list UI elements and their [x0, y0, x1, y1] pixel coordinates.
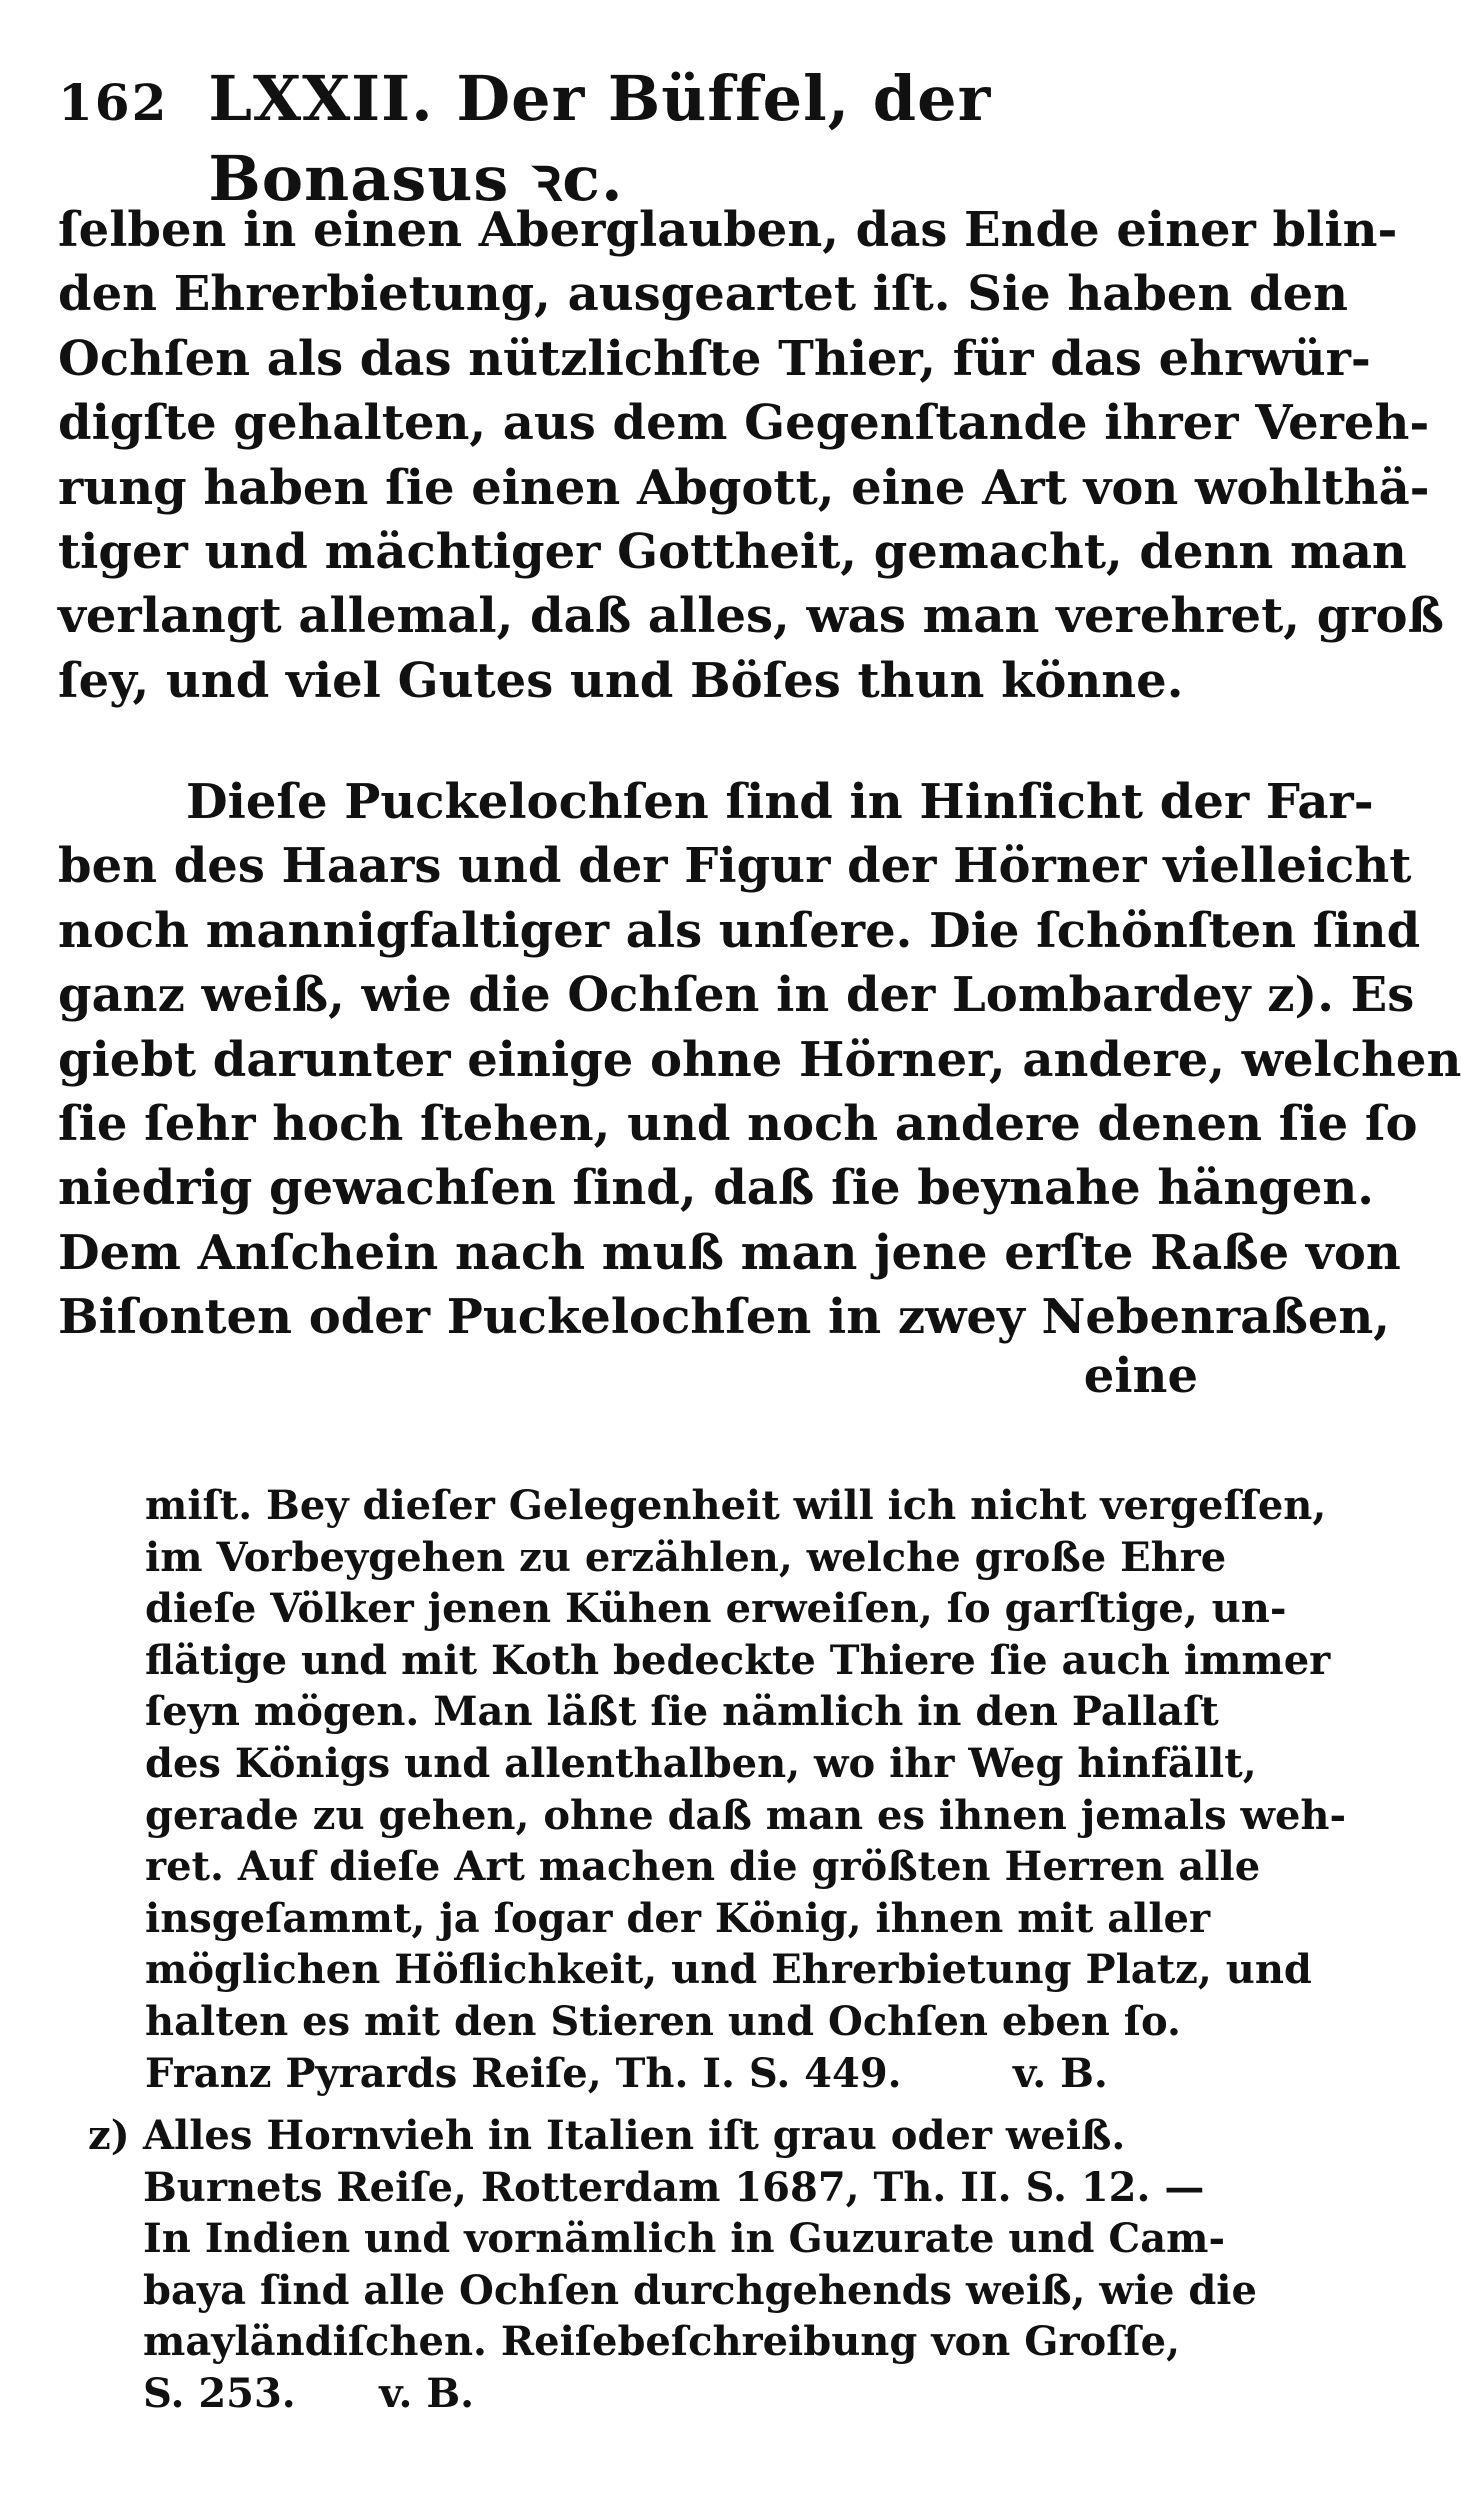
- footnote-line: im Vorbeygehen zu erzählen, welche große Ehre: [145, 1533, 1227, 1581]
- text-line: Dem Anſchein nach muß man jene erſte Raße von: [58, 1224, 1401, 1281]
- footnote-line-text: Alles Hornvieh in Italien iſt grau oder weiß.: [143, 2112, 1126, 2159]
- footnote-line: ret. Auf dieſe Art machen die größten Herren alle: [145, 1843, 1261, 1891]
- catchword-block: [58, 1344, 1198, 1408]
- text-line: den Ehrerbietung, ausgeartet iſt. Sie haben den: [58, 266, 1349, 323]
- footnote-line: mayländiſchen. Reiſebeſchreibung von Groſſe,: [143, 2318, 1180, 2366]
- footnote-line: des Königs und allenthalben, wo ihr Weg hinfällt,: [145, 1739, 1257, 1787]
- text-line: Dieſe Puckelochſen ſind in Hinſicht der Far-: [186, 774, 1374, 830]
- text-line: giebt darunter einige ohne Hörner, andere, welchen: [58, 1031, 1461, 1088]
- paragraph-1: [58, 198, 1445, 713]
- footnote-line: möglichen Höflichkeit, und Ehrerbietung Platz, und: [145, 1946, 1312, 1994]
- footnote-line: miſt. Bey dieſer Gelegenheit will ich nicht vergeſſen,: [145, 1482, 1327, 1529]
- footnote-source-line: S. 253. v. B.: [143, 2369, 475, 2417]
- footnote-line: Burnets Reiſe, Rotterdam 1687, Th. II. S. 12. —: [143, 2163, 1205, 2211]
- paragraph-2: [58, 770, 1461, 1350]
- footnote-line: baya ſind alle Ochſen durchgehends weiß, wie die: [143, 2266, 1257, 2314]
- footnote-source-line: Franz Pyrards Reiſe, Th. I. S. 449. v. B.: [145, 2049, 1108, 2097]
- text-line: niedrig gewachſen ſind, daß ſie beynahe hängen.: [58, 1160, 1374, 1217]
- text-line: rung haben ſie einen Abgott, eine Art von wohlthä-: [58, 459, 1430, 516]
- text-line: tiger und mächtiger Gottheit, gemacht, denn man: [58, 524, 1407, 581]
- footnote-line: insgeſammt, ja ſogar der König, ihnen mit aller: [145, 1894, 1211, 1942]
- footnote-marker: z): [88, 2112, 130, 2159]
- text-line: ſie ſehr hoch ſtehen, und noch andere denen ſie ſo: [58, 1096, 1418, 1153]
- footnote-continuation: [145, 1480, 1347, 2099]
- footnote-line: In Indien und vornämlich in Guzurate und Cam-: [143, 2215, 1226, 2263]
- text-line: digſte gehalten, aus dem Gegenſtande ihrer Vereh-: [58, 395, 1430, 452]
- text-line: Ochſen als das nützlichſte Thier, für das ehrwür-: [58, 330, 1371, 387]
- footnote-line: gerade zu gehen, ohne daß man es ihnen jemals weh-: [145, 1791, 1347, 1839]
- page-number: 162: [58, 73, 169, 132]
- footnote-line: ſeyn mögen. Man läßt ſie nämlich in den Pallaſt: [145, 1688, 1219, 1736]
- page-header: [58, 62, 1168, 219]
- text-line: Biſonten oder Puckelochſen in zwey Nebenraßen,: [58, 1289, 1390, 1346]
- running-head: LXXII. Der Büffel, der Bonasus ꝛc.: [208, 62, 992, 215]
- text-line: ſey, und viel Gutes und Böſes thun könne.: [58, 652, 1184, 709]
- footnote-z: [88, 2110, 1257, 2420]
- footnote-line: flätige und mit Koth bedeckte Thiere ſie auch immer: [145, 1636, 1331, 1684]
- text-line: ſelben in einen Aberglauben, das Ende einer blin-: [58, 202, 1398, 258]
- text-line: noch mannigfaltiger als unſere. Die ſchönſten ſind: [58, 902, 1421, 959]
- footnote-line: [88, 2110, 1180, 2162]
- catchword: eine: [1083, 1348, 1198, 1404]
- footnote-line: dieſe Völker jenen Kühen erweiſen, ſo garſtige, un-: [145, 1585, 1287, 1633]
- text-line: ganz weiß, wie die Ochſen in der Lombardey z). Es: [58, 967, 1415, 1024]
- text-line: verlangt allemal, daß alles, was man verehret, groß: [58, 588, 1445, 645]
- footnote-line: halten es mit den Stieren und Ochſen eben ſo.: [145, 1997, 1181, 2045]
- text-line: ben des Haars und der Figur der Hörner vielleicht: [58, 838, 1412, 895]
